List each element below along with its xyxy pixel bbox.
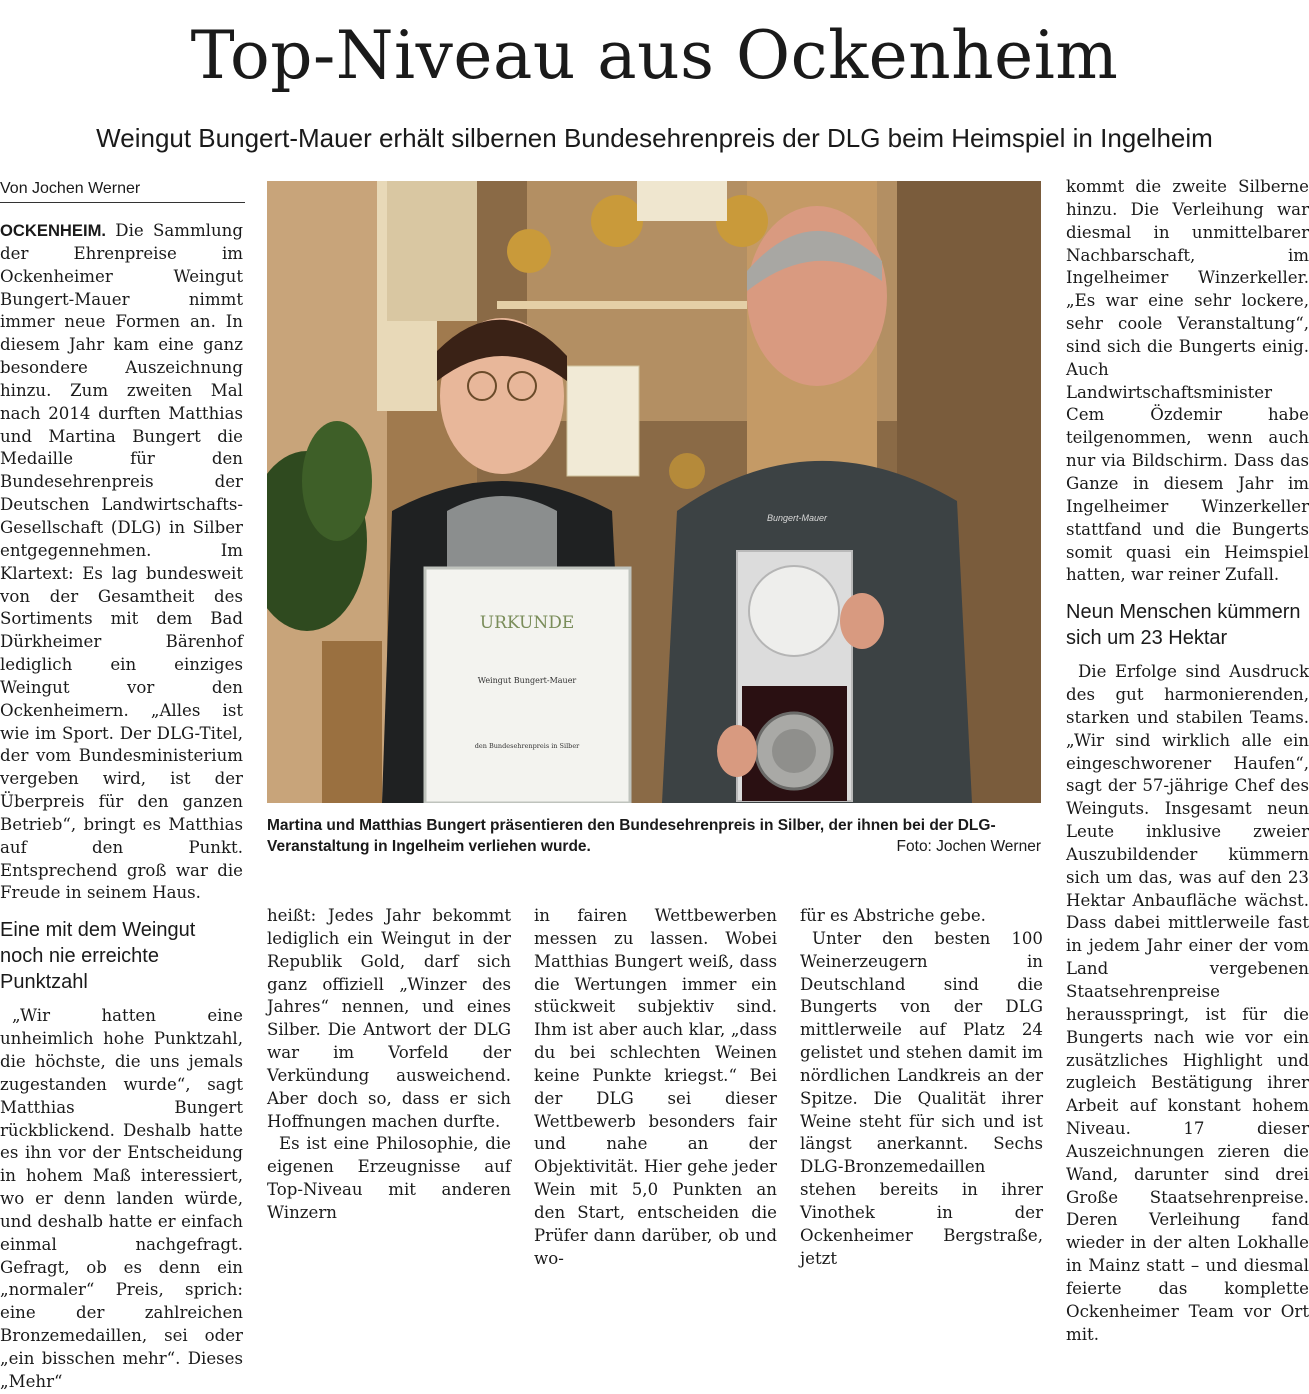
paragraph: Die Erfolge sind Ausdruck des gut harmonierenden, starken und stabilen Teams. „Wir sind wirklich alle ein eingeschworener Haufen“, sagt der 57-jährige Chef des Weinguts. Insgesamt neun Leute inklusive zweier Auszubildender kümmern sich um das, was auf den 23 Hektar Anbaufläche wächst. Dass dabei mittlerweile fast in jedem Jahr einer der vom Land vergebenen Staatsehrenpreise herausspringt, ist für die Bungerts nach wie vor ein zusätzliches Highlight und zugleich Bestätigung ihrer Arbeit auf konstant hohem Niveau. 17 dieser Auszeichnungen zieren die Wand, darunter sind drei Große Staatsehrenpreise. Deren Verleihung fand wieder in der alten Lokhalle in Mainz statt – und diesmal feierte das komplette Ockenheimer Team vor Ort mit. [1066, 662, 1309, 1344]
paragraph: kommt die zweite Silberne hinzu. Die Verleihung war diesmal in unmittelbarer Nachbarschaft, im Ingelheimer Winzerkeller. „Es war eine sehr lockere, sehr coole Veranstaltung“, sind sich die Bungerts einig. Auch Landwirtschaftsminister Cem Özdemir habe teilgenommen, wenn auch nur via Bildschirm. Dass das Ganze in diesem Jahr im Ingelheimer Winzerkeller stattfand und die Bungerts somit quasi ein Heimspiel hatten, war reiner Zufall. [1066, 177, 1309, 585]
article-column-1 [0, 220, 243, 1394]
paragraph: für es Abstriche gebe. [800, 906, 986, 925]
article-subheadline: Weingut Bungert-Mauer erhält silbernen Bundesehrenpreis der DLG beim Heimspiel in Ingelheim [96, 123, 1213, 153]
subheading: Neun Menschen kümmern sich um 23 Hektar [1066, 601, 1301, 650]
dateline: OCKENHEIM. [0, 221, 107, 240]
certificate-title: URKUNDE [479, 613, 575, 633]
paragraph: Unter den besten 100 Weinerzeugern in Deutschland sind die Bungerts von der DLG mittlerweile auf Platz 24 gelistet und stehen damit im nördlichen Landkreis an der Spitze. Die Qualität ihrer Weine steht für sich und ist längst anerkannt. Sechs DLG-Bronzemedaillen stehen bereits in ihrer Vinothek in der Ockenheimer Bergstraße, jetzt [800, 928, 1043, 1268]
photo-credit: Foto: Jochen Werner [896, 838, 1041, 855]
paragraph: „Wir hatten eine unheimlich hohe Punktzahl, die höchste, die uns jemals zugestanden wurde“, sagt Matthias Bungert rückblickend. Deshalb hatte es ihn vor der Entscheidung in hohem Maß interessiert, wo er denn landen würde, und deshalb hatte er einfach einmal nachgefragt. Gefragt, ob es denn ein „normaler“ Preis, sprich: eine der zahlreichen Bronzemedaillen, sei oder „ein bisschen mehr“. Dieses „Mehr“ [0, 1006, 243, 1391]
paragraph-text: Die Sammlung der Ehrenpreise im Ockenheimer Weingut Bungert-Mauer nimmt immer neue Formen an. In diesem Jahr kam eine ganz besondere Auszeichnung hinzu. Zum zweiten Mal nach 2014 durften Matthias und Martina Bungert die Medaille für den Bundesehrenpreis der Deutschen Landwirtschafts-Gesellschaft (DLG) in Silber entgegennehmen. Im Klartext: Es lag bundesweit von der Gesamtheit des Sortiments mit dem Bad Dürkheimer Bärenhof lediglich ein einziges Weingut vor den Ockenheimern. „Alles ist wie im Sport. Der DLG-Titel, der vom Bundesministerium vergeben wird, ist der Überpreis für den ganzen Betrieb“, bringt es Matthias auf den Punkt. Entsprechend groß war die Freude in seinem Haus. [0, 221, 243, 903]
article-photo [267, 181, 1041, 803]
article-column-4 [800, 905, 1043, 1271]
fleece-logo: Bungert-Mauer [767, 513, 828, 523]
photo-illustration [267, 181, 1041, 803]
article-column-3 [534, 905, 777, 1271]
article-headline: Top-Niveau aus Ockenheim [190, 17, 1119, 94]
paragraph: Es ist eine Philosophie, die eigenen Erzeugnisse auf Top-Niveau mit anderen Winzern [267, 1134, 511, 1222]
article-column-5 [1066, 176, 1309, 1347]
byline: Von Jochen Werner [0, 178, 245, 203]
certificate-winery: Weingut Bungert-Mauer [477, 676, 577, 685]
medal-plaque-icon [507, 229, 551, 273]
caption-text: Martina und Matthias Bungert präsentieren den Bundesehrenpreis in Silber, der ihnen bei der DLG-Veranstaltung in Ingelheim verliehen wurde. [267, 817, 996, 855]
subheading: Eine mit dem Weingut noch nie erreichte Punktzahl [0, 919, 196, 994]
certificate-prize: den Bundesehrenpreis in Silber [474, 742, 580, 750]
paragraph: in fairen Wettbewerben messen zu lassen. Wobei Matthias Bungert weiß, dass die Wertungen immer ein stückweit subjektiv sind. Ihm ist aber auch klar, „dass du bei schlechten Weinen keine Punkte kriegst.“ Bei der DLG sei dieser Wettbewerb besonders fair und nahe an der Objektivität. Hier gehe jeder Wein mit 5,0 Punkten an den Start, entscheiden die Prüfer dann darüber, ob und wo- [534, 906, 777, 1268]
photo-caption [267, 815, 1041, 857]
article-column-2 [267, 905, 511, 1225]
paragraph: heißt: Jedes Jahr bekommt lediglich ein Weingut in der Republik Gold, darf sich ganz offiziell „Winzer des Jahres“ nennen, und eines Silber. Die Antwort der DLG war im Vorfeld der Verkündung ausweichend. Aber doch so, dass er sich Hoffnungen machen durfte. [267, 906, 511, 1131]
lead-paragraph [0, 220, 243, 905]
